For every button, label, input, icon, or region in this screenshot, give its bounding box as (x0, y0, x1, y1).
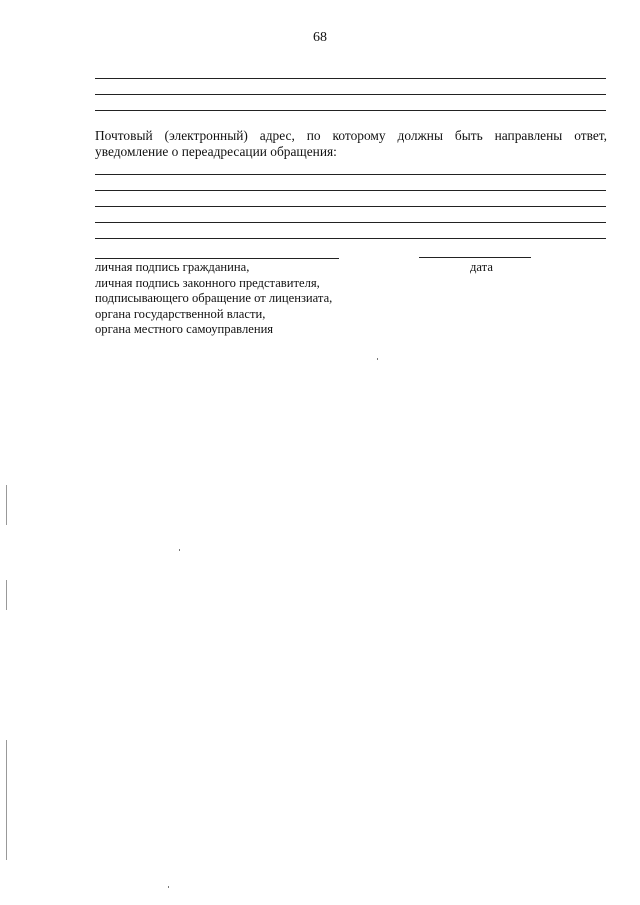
signature-caption (95, 260, 395, 338)
address-label: Почтовый (электронный) адрес, по которому должны быть направлены ответ, уведомление о переадресации обращения: (95, 128, 607, 159)
scan-mark (6, 485, 7, 525)
signature-caption-line: личная подпись законного представителя, (95, 275, 320, 290)
page-number: 68 (313, 30, 327, 45)
address-line-5 (95, 238, 606, 239)
date-line (419, 257, 531, 258)
blank-line-3 (95, 110, 606, 111)
address-line-4 (95, 222, 606, 223)
signature-caption-line: органа государственной власти, (95, 306, 266, 321)
address-line-3 (95, 206, 606, 207)
scan-speck (168, 886, 169, 888)
signature-line (95, 258, 339, 259)
blank-line-1 (95, 78, 606, 79)
address-line-2 (95, 190, 606, 191)
blank-line-2 (95, 94, 606, 95)
address-line-1 (95, 174, 606, 175)
scan-mark (6, 740, 7, 860)
scan-speck (179, 549, 180, 551)
scan-speck (377, 358, 378, 360)
signature-caption-line: органа местного самоуправления (95, 322, 274, 336)
date-caption: дата (470, 260, 493, 274)
signature-caption-line: личная подпись гражданина, (95, 260, 250, 274)
signature-caption-line: подписывающего обращение от лицензиата, (95, 291, 333, 305)
scan-mark (6, 580, 7, 610)
